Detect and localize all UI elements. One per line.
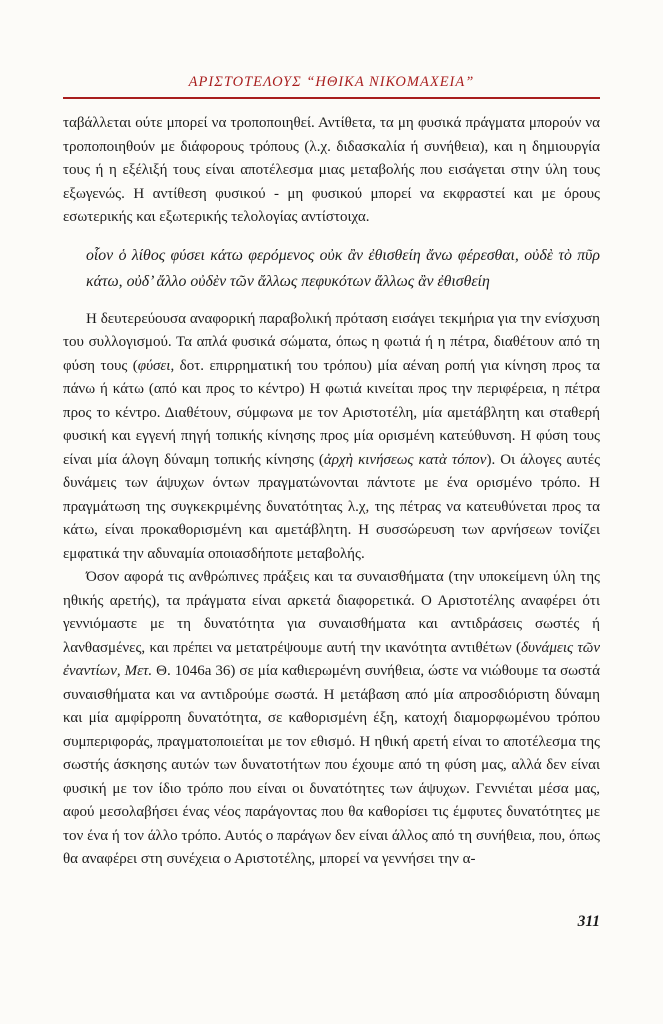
page-number: 311 [577, 913, 600, 930]
greek-term-italic: οἷον ὁ λίθος φύσει κάτω φερόμενος οὐκ ἂν ἐθισθείη ἄνω φέρεσθαι, οὐδὲ τὸ πῦρ κάτω, οὐδ’ ἄλλο οὐδὲν τῶν ἄλλως πεφυκότων ἄλλως ἂν ἐθισθείη [86, 246, 600, 290]
text-segment: ταβάλλεται ούτε μπορεί να τροποποιηθεί. Αντίθετα, τα μη φυσικά πράγματα μπορούν να τροποποιηθούν με διάφορους τρόπους (λ.χ. διδασκαλία ή συνήθεια), και η δημιουργία τους ή η εξέλιξή τους είναι αποτέλεσμα μιας μεταβολής που εισάγεται στην ύλη τους εξωγενώς. Η αντίθεση φυσικού - μη φυσικού μπορεί να εκφραστεί και με όρους εσωτερικής και εξωτερικής τελολογίας αντίστοιχα. [63, 115, 600, 225]
text-segment: , δοτ. επιρρηματική του τρόπου) μία αέναη ροπή για κίνηση προς τα πάνω ή κάτω (από και προς το κέντρο) Η φωτιά κινείται προς την περιφέρεια, η πέτρα προς το κέντρο. Διαθέτουν, σύμφωνα με τον Αριστοτέλη, μία αμετάβλητη και σταθερή φυσική και εγγενή πηγή τοπικής κίνησης προς μία ορισμένη κατεύθυνση. Η φύση τους είναι μία άλογη δύναμη τοπικής κίνησης ( [63, 357, 600, 468]
paragraph-commentary-1 [63, 308, 600, 567]
greek-term-italic: δυνάμεις τῶν ἐναντίων, Μετ. [63, 639, 600, 679]
paragraph-continuation [63, 112, 600, 230]
header-rule [63, 97, 600, 99]
body-text [63, 112, 600, 910]
greek-term-italic: ἀρχὴ κινήσεως κατὰ τόπον [323, 451, 487, 468]
greek-term-italic: φύσει [137, 357, 171, 374]
text-segment: ). Οι άλογες αυτές δυνάμεις των άψυχων όντων πραγματώνονται πάντοτε με ένα ορισμένο τρόπο. Η πραγμάτωση της συγκεκριμένης δυνατότητας λ.χ, της πέτρας να κατευθύνεται προς τα κάτω, είναι προκαθορισμένη και αμετάβλητη. Η συσσώρευση των αρνήσεων τονίζει εμφατικά την αδυναμία οποιασδήποτε μεταβολής. [63, 451, 600, 562]
text-segment: Όσον αφορά τις ανθρώπινες πράξεις και τα συναισθήματα (την υποκείμενη ύλη της ηθικής αρετής), τα πράγματα είναι αρκετά διαφορετικά. Ο Αριστοτέλης αναφέρει ότι γεννιόμαστε με τη δυνατότητα για συναισθήματα και αντιδράσεις σωστές ή λανθασμένες, και πρέπει να μετατρέψουμε αυτή την ικανότητα αντιθέτων ( [63, 569, 600, 656]
text-segment: Θ. 1046a 36) σε μία καθιερωμένη συνήθεια, ώστε να νιώθουμε τα σωστά συναισθήματα και να αντιδρούμε σωστά. Η μετάβαση από μία απροσδιόριστη δύναμη και μία αμφίρροπη δυνατότητα, σε καθορισμένη έξη, κατοχή διαμορφωμένου τρόπου συμπεριφοράς, πραγματοποιείται με τον εθισμό. Η ηθική αρετή είναι το αποτέλεσμα της σωστής άσκησης αυτών των δυνατοτήτων που έχουμε από τη φύση μας, αλλά δεν είναι φυσική με τον ίδιο τρόπο που είναι οι δυνατότητες των άψυχων. Γεννιέται μέσα μας, αφού μεσολαβήσει ένας νέος παράγοντας που θα καθορίσει τις έμφυτες δυνατότητες με τον ένα ή τον άλλο τρόπο. Αυτός ο παράγων δεν είναι άλλος από τη συνήθεια, που, όπως θα αναφέρει στη συνέχεια ο Αριστοτέλης, μπορεί να γεννήσει την α- [63, 663, 600, 867]
greek-quote [63, 243, 600, 295]
paragraph-commentary-2 [63, 566, 600, 872]
running-header-title: ΑΡΙΣΤΟΤΕΛΟΥΣ “ΗΘΙΚΑ ΝΙΚΟΜΑΧΕΙΑ” [188, 74, 475, 90]
text-segment: Η δευτερεύουσα αναφορική παραβολική πρόταση εισάγει τεκμήρια για την ενίσχυση του συλλογισμού. Τα απλά φυσικά σώματα, όπως η φωτιά ή η πέτρα, διαθέτουν από τη φύση τους ( [63, 310, 600, 374]
